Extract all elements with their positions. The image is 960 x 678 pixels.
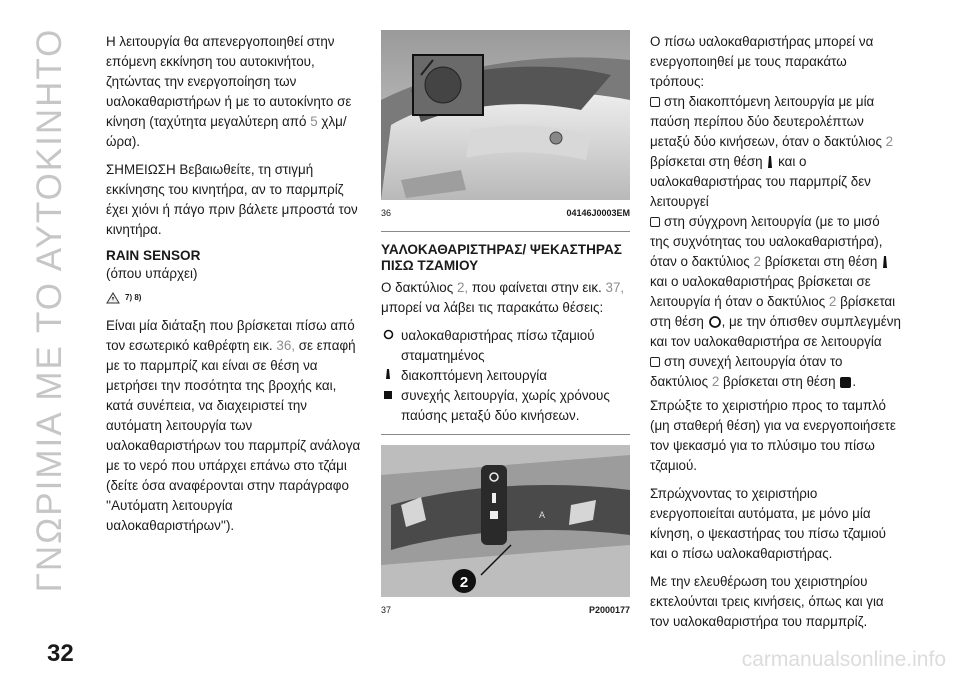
figure-ref-37[interactable]: 37, <box>605 280 625 295</box>
mode-intermittent: στη διακοπτόμενη λειτουργία με μία παύση περίπου δύο δευτερολέπτων μεταξύ δύο κινήσεων, όταν ο δακτύλιος 2 βρίσκεται στη θέση και ο υαλοκαθαριστήρας του παρμπρίζ δεν λειτουργεί <box>650 94 894 209</box>
warning-hand-icon <box>106 292 120 304</box>
figure-36-image <box>381 30 630 200</box>
chapter-title-text: ΓΝΩΡΙΜΙΑ ΜΕ ΤΟ ΑΥΤΟΚΙΝΗΤΟ <box>30 27 69 593</box>
figure-36-number: 36 <box>381 208 392 218</box>
rain-sensor-subheading: (όπου υπάρχει) <box>106 266 198 281</box>
list-item: υαλοκαθαριστήρας πίσω τζαμιού σταματημένος <box>381 326 630 366</box>
paragraph-note: ΣΗΜΕΙΩΣΗ Βεβαιωθείτε, τη στιγμή εκκίνησης του κινητήρα, αν το παρμπρίζ έχει χιόνι ή πάγο πριν βάλετε μπροστά τον κινητήρα. <box>106 162 358 237</box>
checkbox-bullet-icon <box>650 97 660 107</box>
intermittent-position-icon <box>381 366 395 386</box>
warning-reference-text: 7) 8) <box>125 293 142 302</box>
stalk-letter: A <box>539 510 546 520</box>
list-item: συνεχής λειτουργία, χωρίς χρόνους παύσης μεταξύ δύο κινήσεων. <box>381 386 630 426</box>
column-middle <box>381 30 630 620</box>
chapter-side-title <box>20 27 80 593</box>
mode-synchronous: στη σύγχρονη λειτουργία (με το μισό της συχνότητας του υαλοκαθαριστήρα), όταν ο δακτύλιος 2 βρίσκεται στη θέση και ο υαλοκαθαριστήρας βρίσκεται σε λειτουργία ή όταν ο δακτύλιος 2 βρίσκεται στη θέση , με την όπισθεν συμπλεγμένη και τον υαλοκαθαριστήρα σε λειτουργία <box>650 214 901 349</box>
warning-reference[interactable] <box>106 288 361 308</box>
wiper-stalk-photo <box>381 445 630 597</box>
column-left <box>106 32 361 544</box>
figure-36-caption <box>381 203 630 223</box>
paragraph-release: Με την ελευθέρωση του χειριστηρίου εκτελούνται τρεις κινήσεις, όπως και για τον υαλοκαθαριστήρα του παρμπρίζ. <box>650 574 884 629</box>
figure-37-code: P2000177 <box>588 605 630 615</box>
figure-37-image <box>381 445 630 597</box>
continuous-position-icon <box>839 376 852 389</box>
paragraph-deactivation: Η λειτουργία θα απενεργοποιηθεί στην επόμενη εκκίνηση του αυτοκινήτου, ζητώντας την ενεργοποίηση των υαλοκαθαριστήρων ή με το αυτοκίνητο σε κίνηση (ταχύτητα μεγαλύτερη από 5 χλμ/ώρα). <box>106 34 352 149</box>
list-item: διακοπτόμενη λειτουργία <box>381 366 630 386</box>
paragraph-rear-wiper-intro: Ο πίσω υαλοκαθαριστήρας μπορεί να ενεργοποιηθεί με τους παρακάτω τρόπους: <box>650 34 874 89</box>
off-position-icon <box>708 315 722 329</box>
figure-37-caption <box>381 600 630 620</box>
divider <box>381 434 630 435</box>
figure-36-code: 04146J0003EM <box>566 208 630 218</box>
continuous-position-icon <box>381 386 395 426</box>
column-right <box>650 32 902 640</box>
divider <box>381 231 630 232</box>
figure-ref-36[interactable]: 36, <box>276 338 295 353</box>
page-number: 32 <box>47 640 74 667</box>
watermark: carmanualsonline.info <box>741 648 946 671</box>
callout-label-2: 2 <box>459 574 469 591</box>
intermittent-position-icon <box>766 155 774 169</box>
mode-continuous: στη συνεχή λειτουργία όταν το δακτύλιος 2 βρίσκεται στη θέση . <box>650 354 857 389</box>
rain-sensor-heading: RAIN SENSOR <box>106 248 201 263</box>
figure-37-number: 37 <box>381 605 392 615</box>
paragraph-ring-intro: Ο δακτύλιος 2, που φαίνεται στην εικ. 37, μπορεί να λάβει τις παρακάτω θέσεις: <box>381 280 625 315</box>
checkbox-bullet-icon <box>650 217 660 227</box>
paragraph-push-auto: Σπρώχνοντας το χειριστήριο ενεργοποιείται αυτόματα, με μόνο μία κίνηση, ο ψεκαστήρας του πίσω τζαμιού και ο πίσω υαλοκαθαριστήρας. <box>650 486 887 561</box>
paragraph-rain-sensor: Είναι μία διάταξη που βρίσκεται πίσω από τον εσωτερικό καθρέφτη εικ. 36, σε επαφή με το παρμπρίζ και είναι σε θέση να μετρήσει την ποσότητα της βροχής και, κατά συνέπεια, να διαχειριστεί την αυτόματη λειτουργία των υαλοκαθαριστήρων του παρμπρίζ ανάλογα με το νερό που υπάρχει επάνω στο τζάμι (δείτε όσα αναφέρονται στην παράγραφο ''Αυτόματη λειτουργία υαλοκαθαριστήρων''). <box>106 318 361 533</box>
paragraph-push-wash: Σπρώξτε το χειριστήριο προς το ταμπλό (μη σταθερή θέση) για να ενεργοποιήσετε τον ψεκασμό για το πλύσιμο του πίσω τζαμιού. <box>650 398 896 473</box>
checkbox-bullet-icon <box>650 357 660 367</box>
intermittent-position-icon <box>881 255 889 269</box>
car-windshield-photo <box>381 30 630 200</box>
off-position-icon <box>381 326 395 366</box>
rear-wiper-heading: ΥΑΛΟΚΑΘΑΡΙΣΤΗΡΑΣ/ ΨΕΚΑΣΤΗΡΑΣ ΠΙΣΩ ΤΖΑΜΙΟΥ <box>381 242 622 273</box>
